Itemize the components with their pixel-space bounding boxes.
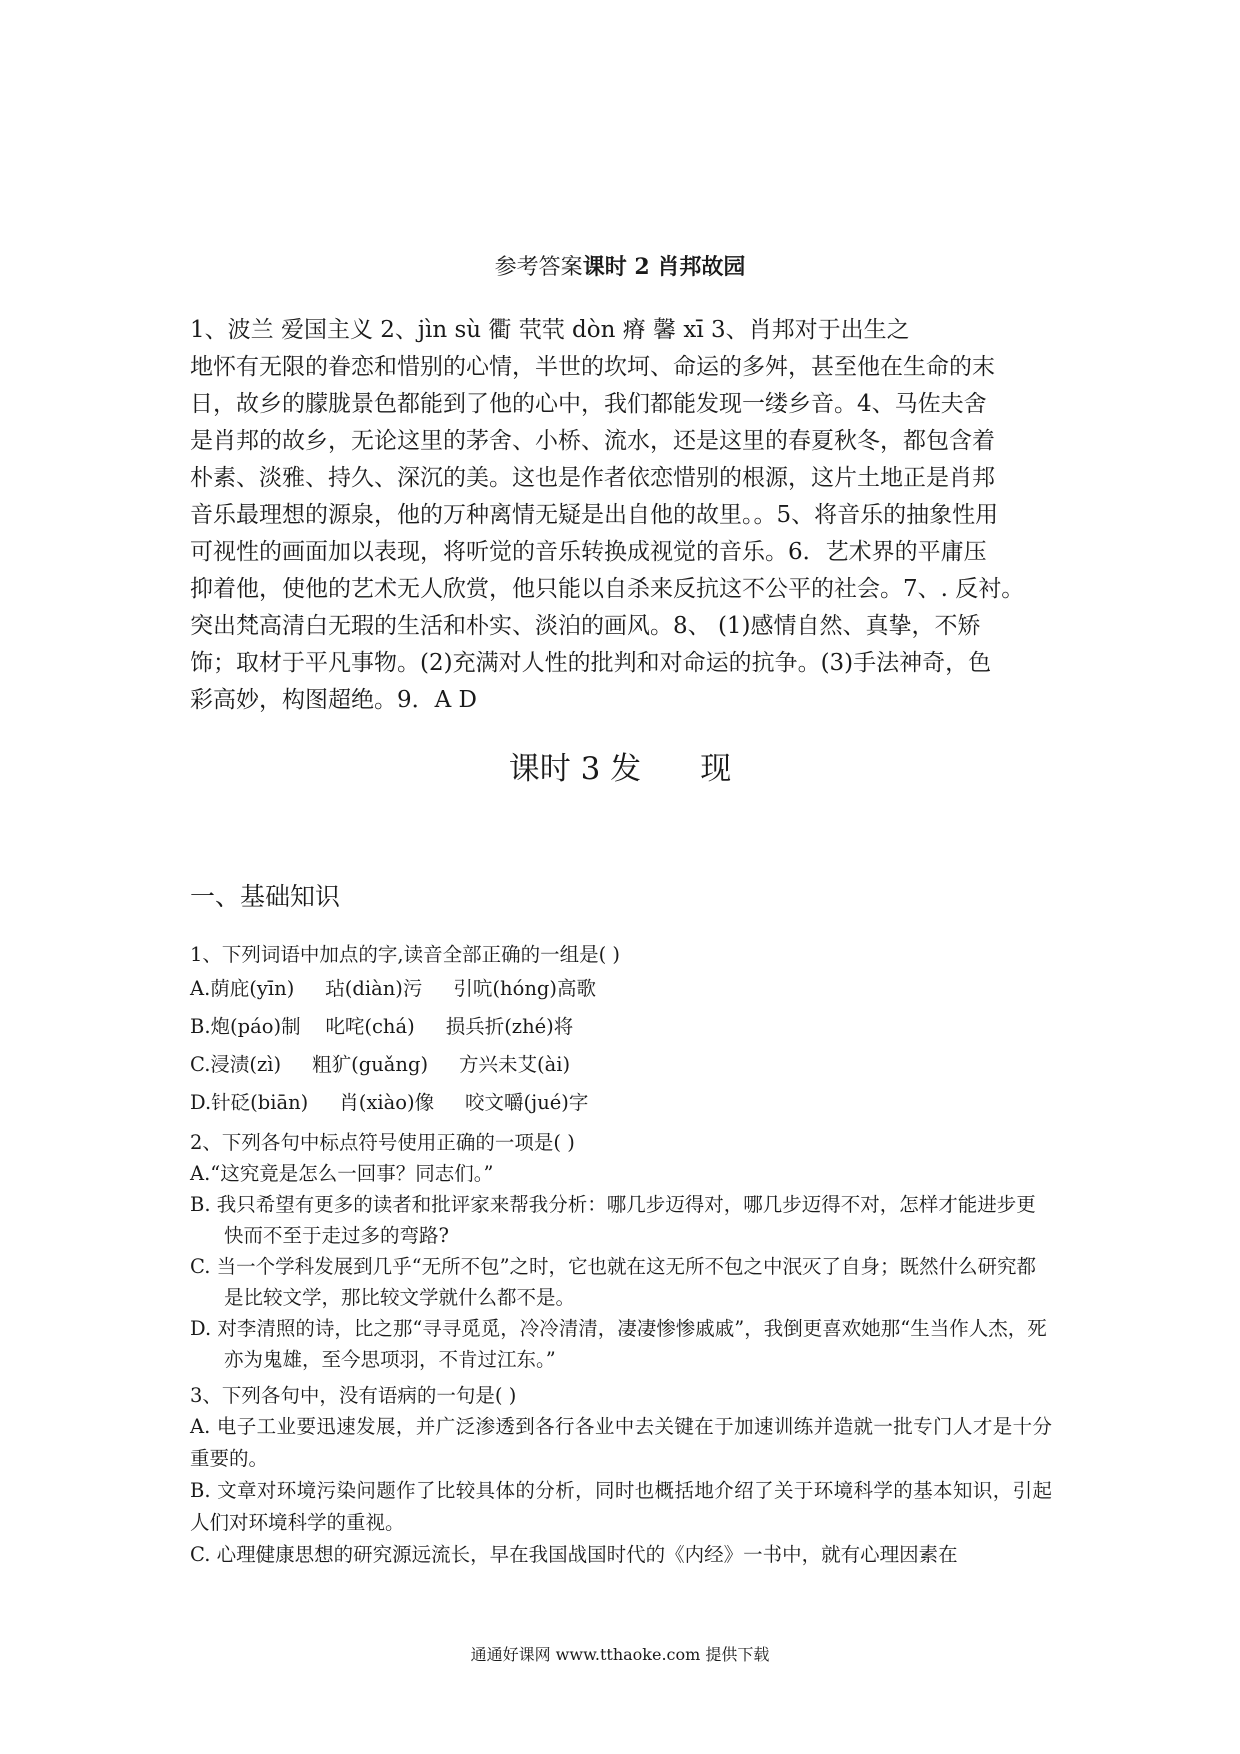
answer-line: 可视性的画面加以表现，将听觉的音乐转换成视觉的音乐。6．艺术界的平庸压: [190, 539, 987, 565]
answer-line: 日，故乡的朦胧景色都能到了他的心中，我们都能发现一缕乡音。4、马佐夫舍: [190, 391, 987, 417]
question-3-stem: 3、下列各句中，没有语病的一句是( ): [190, 1384, 517, 1407]
answer-line: 彩高妙，构图超绝。9．A D: [190, 687, 477, 713]
question-2-option: D. 对李清照的诗，比之那“寻寻觅觅，冷冷清清，凄凄惨惨戚戚”，我倒更喜欢她那“生当作人杰，死亦为鬼雄，至今思项羽，不肯过江东。”: [190, 1317, 1047, 1371]
answer-line: 饰；取材于平凡事物。(2)充满对人性的批判和对命运的抗争。(3)手法神奇，色: [190, 650, 992, 676]
answer-line: 突出梵高清白无瑕的生活和朴实、淡泊的画风。8、 (1)感情自然、真挚，不矫: [190, 613, 981, 639]
section-heading: 一、基础知识: [190, 882, 341, 911]
question-2-option: A.“这究竟是怎么一回事？同志们。”: [190, 1162, 494, 1185]
question-1-option: D.针砭(biān) 肖(xiào)像 咬文嚼(jué)字: [190, 1091, 589, 1114]
question-2-stem: 2、下列各句中标点符号使用正确的一项是( ): [190, 1131, 575, 1154]
answer-title-plain: 参考答案: [494, 255, 583, 280]
question-1-option: C.浸渍(zì) 粗犷(guǎng) 方兴未艾(ài): [190, 1053, 571, 1076]
page-footer: 通通好课网 www.tthaoke.com 提供下载: [470, 1645, 770, 1664]
answer-line: 抑着他，使他的艺术无人欣赏，他只能以自杀来反抗这不公平的社会。7、. 反衬。: [190, 576, 1025, 602]
question-3-option: A. 电子工业要迅速发展，并广泛渗透到各行各业中去关键在于加速训练并造就一批专门人才是十分重要的。: [190, 1415, 1052, 1470]
answer-line: 地怀有无限的眷恋和惜别的心情，半世的坎坷、命运的多舛，甚至他在生命的末: [190, 354, 995, 380]
answer-line: 1、波兰 爱国主义 2、jìn sù 衢 茕茕 dòn 瘠 馨 xī 3、肖邦对于出生之: [190, 317, 910, 343]
answer-line: 是肖邦的故乡，无论这里的茅舍、小桥、流水，还是这里的春夏秋冬，都包含着: [190, 428, 995, 454]
answer-line: 朴素、淡雅、持久、深沉的美。这也是作者依恋惜别的根源，这片土地正是肖邦: [190, 465, 995, 491]
lesson-title: 课时 3 发 现: [508, 751, 732, 787]
question-3-option: B. 文章对环境污染问题作了比较具体的分析，同时也概括地介绍了关于环境科学的基本知识，引起人们对环境科学的重视。: [190, 1479, 1052, 1534]
answer-body: [190, 312, 1052, 719]
answer-title-bold: 课时 2 肖邦故园: [582, 254, 746, 280]
question-1-option: B.炮(páo)制 叱咤(chá) 损兵折(zhé)将: [190, 1015, 574, 1038]
answer-title: [0, 252, 1240, 283]
question-1-option: A.荫庇(yīn) 玷(diàn)污 引吭(hóng)高歌: [190, 977, 596, 1000]
question-1-stem: 1、下列词语中加点的字,读音全部正确的一组是( ): [190, 943, 621, 966]
question-3-option: C. 心理健康思想的研究源远流长，早在我国战国时代的《内经》一书中，就有心理因素在: [190, 1543, 958, 1566]
question-list: [190, 934, 1052, 1571]
answer-line: 音乐最理想的源泉，他的万种离情无疑是出自他的故里。。5、将音乐的抽象性用: [190, 502, 999, 528]
question-2-option: B. 我只希望有更多的读者和批评家来帮我分析：哪几步迈得对，哪几步迈得不对，怎样才能进步更快而不至于走过多的弯路?: [190, 1193, 1036, 1247]
question-2-option: C. 当一个学科发展到几乎“无所不包”之时，它也就在这无所不包之中泯灭了自身；既然什么研究都是比较文学，那比较文学就什么都不是。: [190, 1255, 1037, 1309]
